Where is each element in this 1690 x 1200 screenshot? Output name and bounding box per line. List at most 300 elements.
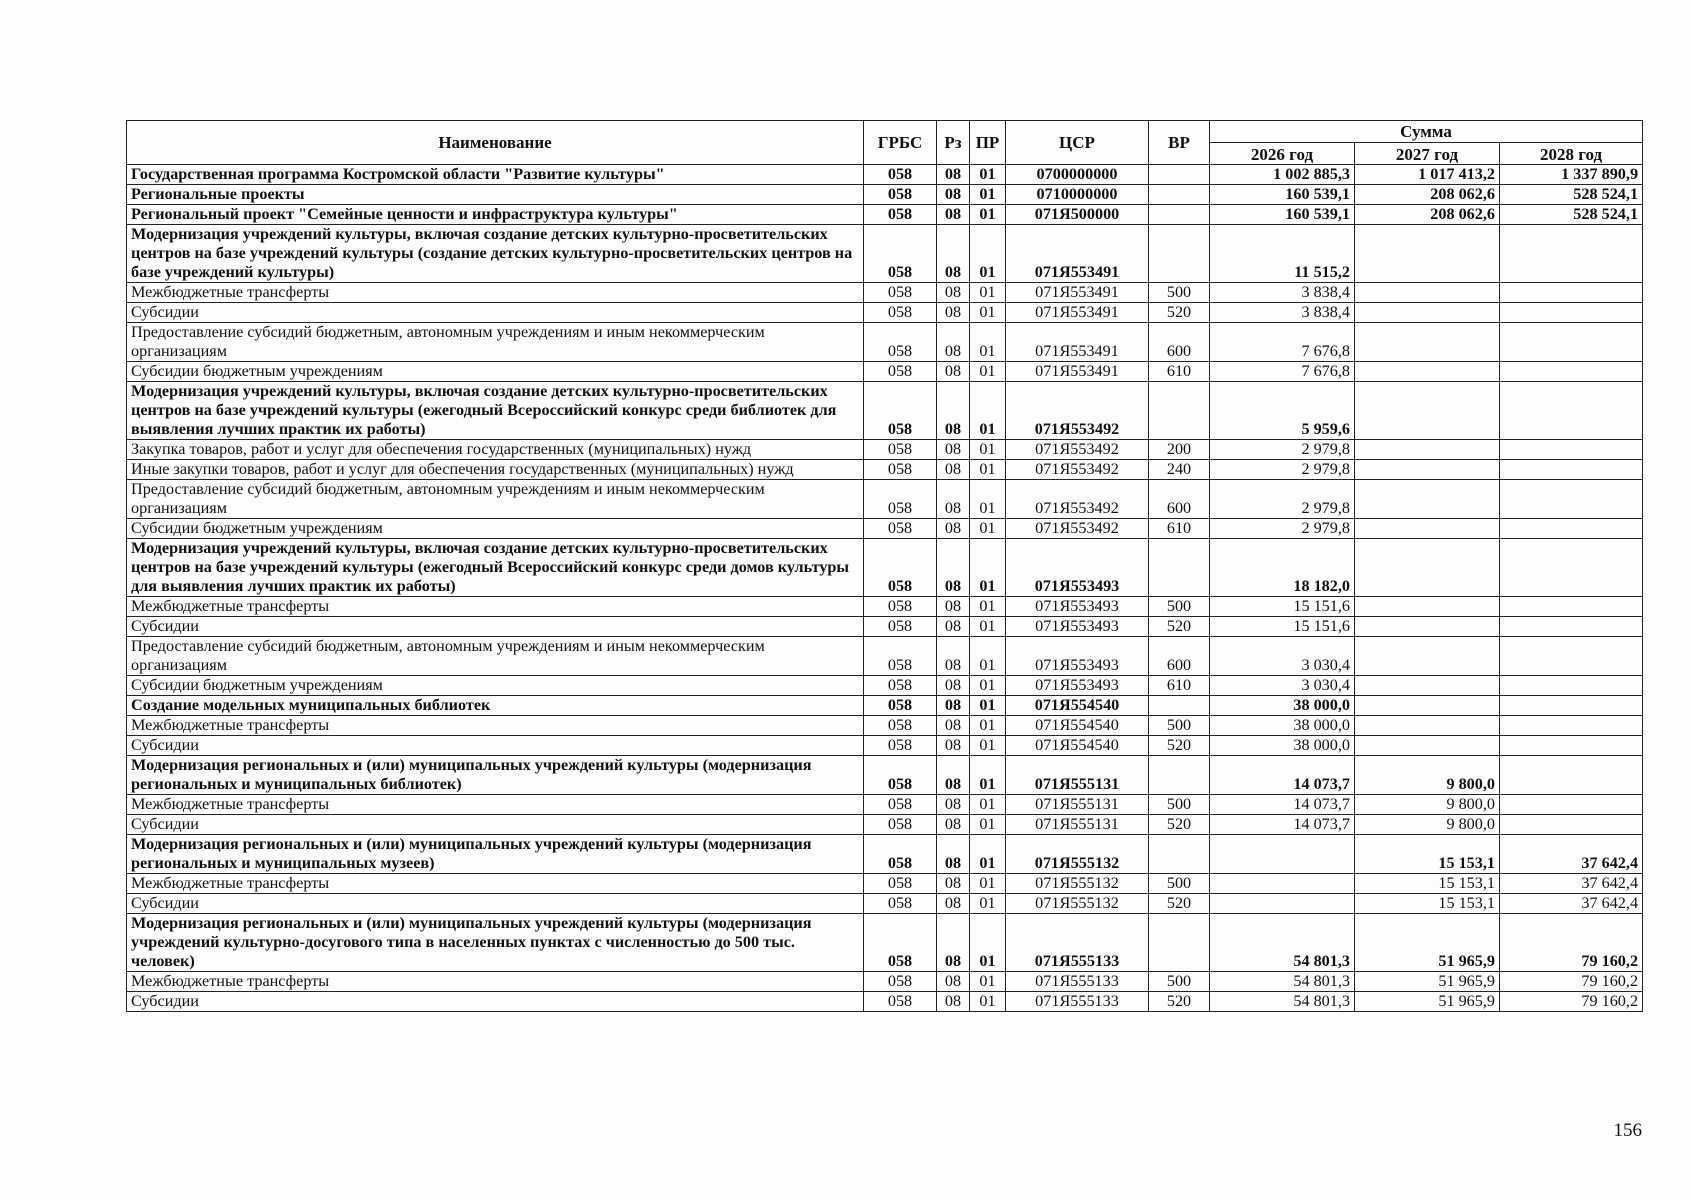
cell-2028 <box>1500 597 1643 617</box>
cell-csr: 071Я553491 <box>1006 323 1149 362</box>
cell-rz: 08 <box>937 676 970 696</box>
cell-vr <box>1149 914 1210 972</box>
cell-vr: 240 <box>1149 460 1210 480</box>
cell-2026: 1 002 885,3 <box>1210 165 1355 185</box>
cell-2028 <box>1500 323 1643 362</box>
cell-name: Межбюджетные трансферты <box>127 716 864 736</box>
cell-2027 <box>1355 480 1500 519</box>
cell-vr: 610 <box>1149 519 1210 539</box>
table-row <box>127 597 1643 617</box>
cell-2027: 51 965,9 <box>1355 992 1500 1012</box>
cell-2027: 51 965,9 <box>1355 972 1500 992</box>
cell-csr: 071Я553493 <box>1006 617 1149 637</box>
cell-name: Межбюджетные трансферты <box>127 597 864 617</box>
cell-name: Модернизация региональных и (или) муниципальных учреждений культуры (модернизация региональных и муниципальных библиотек) <box>127 756 864 795</box>
budget-table <box>126 120 1643 1012</box>
cell-grbs: 058 <box>864 795 937 815</box>
cell-2026: 2 979,8 <box>1210 519 1355 539</box>
header-pr: ПР <box>970 121 1006 165</box>
cell-csr: 071Я554540 <box>1006 716 1149 736</box>
table-row <box>127 303 1643 323</box>
cell-csr: 071Я553491 <box>1006 303 1149 323</box>
cell-2026: 54 801,3 <box>1210 972 1355 992</box>
cell-vr <box>1149 225 1210 283</box>
cell-2027 <box>1355 303 1500 323</box>
cell-2028 <box>1500 519 1643 539</box>
table-row <box>127 795 1643 815</box>
cell-2028 <box>1500 303 1643 323</box>
cell-2028 <box>1500 716 1643 736</box>
cell-pr: 01 <box>970 637 1006 676</box>
header-year-2028: 2028 год <box>1500 143 1643 165</box>
cell-grbs: 058 <box>864 894 937 914</box>
cell-vr: 520 <box>1149 815 1210 835</box>
page-number: 156 <box>1613 1120 1642 1141</box>
cell-2027 <box>1355 597 1500 617</box>
cell-name: Субсидии <box>127 736 864 756</box>
cell-2026: 3 838,4 <box>1210 303 1355 323</box>
table-row <box>127 676 1643 696</box>
cell-csr: 071Я555133 <box>1006 972 1149 992</box>
table-row <box>127 519 1643 539</box>
cell-2026: 2 979,8 <box>1210 440 1355 460</box>
cell-pr: 01 <box>970 303 1006 323</box>
header-csr: ЦСР <box>1006 121 1149 165</box>
cell-2027 <box>1355 716 1500 736</box>
cell-2028: 37 642,4 <box>1500 874 1643 894</box>
cell-vr: 500 <box>1149 283 1210 303</box>
table-row <box>127 835 1643 874</box>
cell-2027 <box>1355 696 1500 716</box>
table-row <box>127 637 1643 676</box>
cell-2028 <box>1500 283 1643 303</box>
cell-pr: 01 <box>970 617 1006 637</box>
cell-rz: 08 <box>937 894 970 914</box>
table-row <box>127 756 1643 795</box>
cell-rz: 08 <box>937 362 970 382</box>
cell-name: Субсидии <box>127 303 864 323</box>
cell-rz: 08 <box>937 165 970 185</box>
cell-vr: 500 <box>1149 716 1210 736</box>
cell-grbs: 058 <box>864 283 937 303</box>
cell-name: Иные закупки товаров, работ и услуг для обеспечения государственных (муниципальных) нужд <box>127 460 864 480</box>
cell-grbs: 058 <box>864 815 937 835</box>
table-row <box>127 914 1643 972</box>
cell-pr: 01 <box>970 480 1006 519</box>
cell-rz: 08 <box>937 283 970 303</box>
cell-vr: 520 <box>1149 617 1210 637</box>
header-grbs: ГРБС <box>864 121 937 165</box>
cell-vr <box>1149 382 1210 440</box>
cell-rz: 08 <box>937 597 970 617</box>
cell-rz: 08 <box>937 480 970 519</box>
cell-csr: 071Я553492 <box>1006 519 1149 539</box>
cell-2027 <box>1355 617 1500 637</box>
cell-rz: 08 <box>937 539 970 597</box>
cell-2028 <box>1500 756 1643 795</box>
cell-grbs: 058 <box>864 992 937 1012</box>
cell-grbs: 058 <box>864 480 937 519</box>
table-row <box>127 323 1643 362</box>
cell-rz: 08 <box>937 815 970 835</box>
cell-vr <box>1149 539 1210 597</box>
cell-vr: 600 <box>1149 480 1210 519</box>
cell-grbs: 058 <box>864 165 937 185</box>
cell-2027 <box>1355 323 1500 362</box>
cell-rz: 08 <box>937 205 970 225</box>
cell-pr: 01 <box>970 894 1006 914</box>
cell-2028 <box>1500 696 1643 716</box>
cell-pr: 01 <box>970 756 1006 795</box>
cell-pr: 01 <box>970 914 1006 972</box>
cell-pr: 01 <box>970 597 1006 617</box>
cell-2027 <box>1355 362 1500 382</box>
cell-csr: 071Я555132 <box>1006 835 1149 874</box>
cell-vr <box>1149 835 1210 874</box>
cell-csr: 071Я553491 <box>1006 225 1149 283</box>
cell-2026 <box>1210 894 1355 914</box>
cell-2026: 38 000,0 <box>1210 696 1355 716</box>
cell-name: Модернизация учреждений культуры, включая создание детских культурно-просветительских центров на базе учреждений культуры (ежегодный Всероссийский конкурс среди домов культуры для выявления лучших практик их работы) <box>127 539 864 597</box>
cell-vr: 200 <box>1149 440 1210 460</box>
cell-vr: 500 <box>1149 874 1210 894</box>
table-row <box>127 992 1643 1012</box>
cell-2027: 51 965,9 <box>1355 914 1500 972</box>
header-year-2026: 2026 год <box>1210 143 1355 165</box>
cell-vr: 520 <box>1149 736 1210 756</box>
cell-grbs: 058 <box>864 460 937 480</box>
cell-csr: 071Я555133 <box>1006 992 1149 1012</box>
cell-2028 <box>1500 736 1643 756</box>
cell-2026: 38 000,0 <box>1210 716 1355 736</box>
cell-csr: 071Я553493 <box>1006 539 1149 597</box>
cell-csr: 071Я555132 <box>1006 894 1149 914</box>
cell-pr: 01 <box>970 225 1006 283</box>
cell-name: Субсидии <box>127 815 864 835</box>
cell-grbs: 058 <box>864 323 937 362</box>
cell-2028: 79 160,2 <box>1500 992 1643 1012</box>
table-row <box>127 283 1643 303</box>
cell-name: Субсидии <box>127 617 864 637</box>
cell-2028 <box>1500 815 1643 835</box>
table-header <box>127 121 1643 165</box>
table-row <box>127 894 1643 914</box>
cell-csr: 071Я554540 <box>1006 736 1149 756</box>
table-row <box>127 539 1643 597</box>
cell-name: Межбюджетные трансферты <box>127 972 864 992</box>
cell-name: Региональные проекты <box>127 185 864 205</box>
cell-2028 <box>1500 795 1643 815</box>
cell-rz: 08 <box>937 716 970 736</box>
cell-name: Модернизация учреждений культуры, включая создание детских культурно-просветительских центров на базе учреждений культуры (ежегодный Всероссийский конкурс среди библиотек для выявления лучших практик их работы) <box>127 382 864 440</box>
cell-pr: 01 <box>970 165 1006 185</box>
cell-csr: 071Я553491 <box>1006 362 1149 382</box>
cell-grbs: 058 <box>864 362 937 382</box>
cell-2027: 9 800,0 <box>1355 795 1500 815</box>
cell-csr: 071Я500000 <box>1006 205 1149 225</box>
cell-2026 <box>1210 874 1355 894</box>
cell-2027 <box>1355 382 1500 440</box>
cell-rz: 08 <box>937 795 970 815</box>
cell-csr: 071Я555131 <box>1006 815 1149 835</box>
cell-rz: 08 <box>937 323 970 362</box>
cell-2026: 3 838,4 <box>1210 283 1355 303</box>
header-sum: Сумма <box>1210 121 1643 143</box>
cell-2028: 37 642,4 <box>1500 894 1643 914</box>
cell-2027: 208 062,6 <box>1355 185 1500 205</box>
cell-vr <box>1149 165 1210 185</box>
cell-csr: 071Я553492 <box>1006 382 1149 440</box>
cell-2027: 9 800,0 <box>1355 756 1500 795</box>
cell-pr: 01 <box>970 205 1006 225</box>
cell-name: Межбюджетные трансферты <box>127 795 864 815</box>
cell-rz: 08 <box>937 460 970 480</box>
cell-vr: 520 <box>1149 894 1210 914</box>
cell-grbs: 058 <box>864 185 937 205</box>
cell-rz: 08 <box>937 382 970 440</box>
cell-pr: 01 <box>970 992 1006 1012</box>
cell-pr: 01 <box>970 362 1006 382</box>
cell-pr: 01 <box>970 382 1006 440</box>
cell-csr: 0710000000 <box>1006 185 1149 205</box>
cell-grbs: 058 <box>864 440 937 460</box>
cell-name: Модернизация региональных и (или) муниципальных учреждений культуры (модернизация региональных и муниципальных музеев) <box>127 835 864 874</box>
cell-2026: 54 801,3 <box>1210 992 1355 1012</box>
header-year-2027: 2027 год <box>1355 143 1500 165</box>
cell-2028 <box>1500 225 1643 283</box>
cell-rz: 08 <box>937 617 970 637</box>
cell-pr: 01 <box>970 835 1006 874</box>
header-rz: Рз <box>937 121 970 165</box>
cell-grbs: 058 <box>864 972 937 992</box>
cell-2026: 7 676,8 <box>1210 362 1355 382</box>
cell-2028: 79 160,2 <box>1500 914 1643 972</box>
cell-rz: 08 <box>937 736 970 756</box>
cell-vr <box>1149 185 1210 205</box>
cell-grbs: 058 <box>864 637 937 676</box>
cell-2027: 15 153,1 <box>1355 894 1500 914</box>
cell-grbs: 058 <box>864 617 937 637</box>
cell-rz: 08 <box>937 914 970 972</box>
cell-pr: 01 <box>970 716 1006 736</box>
cell-vr: 500 <box>1149 972 1210 992</box>
cell-csr: 071Я553493 <box>1006 676 1149 696</box>
table-row <box>127 736 1643 756</box>
cell-2028: 1 337 890,9 <box>1500 165 1643 185</box>
cell-2026: 54 801,3 <box>1210 914 1355 972</box>
cell-rz: 08 <box>937 303 970 323</box>
table-row <box>127 225 1643 283</box>
cell-rz: 08 <box>937 874 970 894</box>
cell-name: Межбюджетные трансферты <box>127 874 864 894</box>
cell-name: Предоставление субсидий бюджетным, автономным учреждениям и иным некоммерческим организациям <box>127 480 864 519</box>
table-row <box>127 874 1643 894</box>
cell-2027: 1 017 413,2 <box>1355 165 1500 185</box>
cell-2026: 7 676,8 <box>1210 323 1355 362</box>
cell-pr: 01 <box>970 283 1006 303</box>
cell-2027 <box>1355 539 1500 597</box>
cell-grbs: 058 <box>864 205 937 225</box>
cell-grbs: 058 <box>864 874 937 894</box>
cell-2027: 15 153,1 <box>1355 874 1500 894</box>
cell-csr: 071Я553493 <box>1006 597 1149 617</box>
cell-name: Государственная программа Костромской области "Развитие культуры" <box>127 165 864 185</box>
cell-pr: 01 <box>970 874 1006 894</box>
cell-name: Субсидии бюджетным учреждениям <box>127 676 864 696</box>
cell-2028 <box>1500 637 1643 676</box>
cell-2026: 3 030,4 <box>1210 637 1355 676</box>
table-row <box>127 185 1643 205</box>
cell-2028 <box>1500 676 1643 696</box>
cell-name: Межбюджетные трансферты <box>127 283 864 303</box>
table-row <box>127 205 1643 225</box>
cell-2028: 528 524,1 <box>1500 185 1643 205</box>
cell-name: Создание модельных муниципальных библиотек <box>127 696 864 716</box>
cell-2026: 11 515,2 <box>1210 225 1355 283</box>
table-row <box>127 696 1643 716</box>
cell-2028 <box>1500 440 1643 460</box>
table-row <box>127 815 1643 835</box>
cell-2028: 79 160,2 <box>1500 972 1643 992</box>
cell-name: Предоставление субсидий бюджетным, автономным учреждениям и иным некоммерческим организациям <box>127 637 864 676</box>
cell-pr: 01 <box>970 972 1006 992</box>
cell-2026: 14 073,7 <box>1210 815 1355 835</box>
cell-grbs: 058 <box>864 756 937 795</box>
cell-csr: 071Я553492 <box>1006 460 1149 480</box>
cell-vr: 520 <box>1149 992 1210 1012</box>
cell-grbs: 058 <box>864 736 937 756</box>
cell-grbs: 058 <box>864 716 937 736</box>
cell-2027: 9 800,0 <box>1355 815 1500 835</box>
cell-vr <box>1149 205 1210 225</box>
cell-pr: 01 <box>970 696 1006 716</box>
cell-name: Модернизация учреждений культуры, включая создание детских культурно-просветительских центров на базе учреждений культуры (создание детских культурно-просветительских центров на базе учреждений культуры) <box>127 225 864 283</box>
cell-pr: 01 <box>970 795 1006 815</box>
cell-csr: 071Я553491 <box>1006 283 1149 303</box>
cell-name: Предоставление субсидий бюджетным, автономным учреждениям и иным некоммерческим организациям <box>127 323 864 362</box>
cell-grbs: 058 <box>864 382 937 440</box>
cell-vr: 610 <box>1149 362 1210 382</box>
cell-csr: 0700000000 <box>1006 165 1149 185</box>
cell-csr: 071Я555133 <box>1006 914 1149 972</box>
cell-grbs: 058 <box>864 696 937 716</box>
cell-2026: 14 073,7 <box>1210 756 1355 795</box>
cell-pr: 01 <box>970 440 1006 460</box>
cell-2027 <box>1355 736 1500 756</box>
cell-2027: 208 062,6 <box>1355 205 1500 225</box>
cell-rz: 08 <box>937 992 970 1012</box>
table-body <box>127 165 1643 1012</box>
cell-vr: 520 <box>1149 303 1210 323</box>
cell-2026: 160 539,1 <box>1210 185 1355 205</box>
cell-rz: 08 <box>937 225 970 283</box>
cell-rz: 08 <box>937 185 970 205</box>
cell-2028 <box>1500 362 1643 382</box>
table-row <box>127 382 1643 440</box>
table-row <box>127 440 1643 460</box>
cell-grbs: 058 <box>864 539 937 597</box>
cell-2026: 18 182,0 <box>1210 539 1355 597</box>
cell-2026: 3 030,4 <box>1210 676 1355 696</box>
cell-2028: 528 524,1 <box>1500 205 1643 225</box>
cell-grbs: 058 <box>864 597 937 617</box>
cell-rz: 08 <box>937 519 970 539</box>
cell-grbs: 058 <box>864 835 937 874</box>
cell-2026: 15 151,6 <box>1210 617 1355 637</box>
cell-grbs: 058 <box>864 519 937 539</box>
cell-name: Субсидии <box>127 992 864 1012</box>
cell-vr: 600 <box>1149 637 1210 676</box>
cell-name: Модернизация региональных и (или) муниципальных учреждений культуры (модернизация учреждений культурно-досугового типа в населенных пунктах с численностью до 500 тыс. человек) <box>127 914 864 972</box>
cell-pr: 01 <box>970 736 1006 756</box>
cell-pr: 01 <box>970 323 1006 362</box>
cell-vr: 500 <box>1149 597 1210 617</box>
header-name: Наименование <box>127 121 864 165</box>
cell-pr: 01 <box>970 815 1006 835</box>
cell-2028 <box>1500 382 1643 440</box>
cell-rz: 08 <box>937 696 970 716</box>
cell-2026: 15 151,6 <box>1210 597 1355 617</box>
cell-2028 <box>1500 617 1643 637</box>
cell-csr: 071Я553492 <box>1006 480 1149 519</box>
cell-pr: 01 <box>970 460 1006 480</box>
header-vr: ВР <box>1149 121 1210 165</box>
cell-2027 <box>1355 676 1500 696</box>
cell-rz: 08 <box>937 440 970 460</box>
cell-2027 <box>1355 283 1500 303</box>
table-row <box>127 165 1643 185</box>
cell-2026: 2 979,8 <box>1210 460 1355 480</box>
table-row <box>127 480 1643 519</box>
cell-pr: 01 <box>970 185 1006 205</box>
cell-2027 <box>1355 637 1500 676</box>
cell-csr: 071Я553493 <box>1006 637 1149 676</box>
cell-rz: 08 <box>937 637 970 676</box>
cell-csr: 071Я554540 <box>1006 696 1149 716</box>
cell-csr: 071Я555131 <box>1006 756 1149 795</box>
cell-rz: 08 <box>937 835 970 874</box>
cell-2027: 15 153,1 <box>1355 835 1500 874</box>
table-row <box>127 362 1643 382</box>
cell-2026: 14 073,7 <box>1210 795 1355 815</box>
cell-vr: 500 <box>1149 795 1210 815</box>
cell-2028 <box>1500 480 1643 519</box>
cell-2026: 160 539,1 <box>1210 205 1355 225</box>
cell-vr: 610 <box>1149 676 1210 696</box>
cell-rz: 08 <box>937 756 970 795</box>
cell-csr: 071Я555131 <box>1006 795 1149 815</box>
cell-rz: 08 <box>937 972 970 992</box>
cell-name: Субсидии бюджетным учреждениям <box>127 362 864 382</box>
cell-2026: 38 000,0 <box>1210 736 1355 756</box>
cell-grbs: 058 <box>864 225 937 283</box>
cell-2028 <box>1500 539 1643 597</box>
cell-name: Субсидии <box>127 894 864 914</box>
cell-2028: 37 642,4 <box>1500 835 1643 874</box>
cell-2027 <box>1355 460 1500 480</box>
cell-2027 <box>1355 519 1500 539</box>
cell-name: Субсидии бюджетным учреждениям <box>127 519 864 539</box>
cell-2026: 5 959,6 <box>1210 382 1355 440</box>
cell-2027 <box>1355 225 1500 283</box>
cell-pr: 01 <box>970 539 1006 597</box>
cell-csr: 071Я553492 <box>1006 440 1149 460</box>
cell-pr: 01 <box>970 676 1006 696</box>
cell-name: Региональный проект "Семейные ценности и инфраструктура культуры" <box>127 205 864 225</box>
cell-csr: 071Я555132 <box>1006 874 1149 894</box>
cell-grbs: 058 <box>864 914 937 972</box>
cell-vr <box>1149 756 1210 795</box>
